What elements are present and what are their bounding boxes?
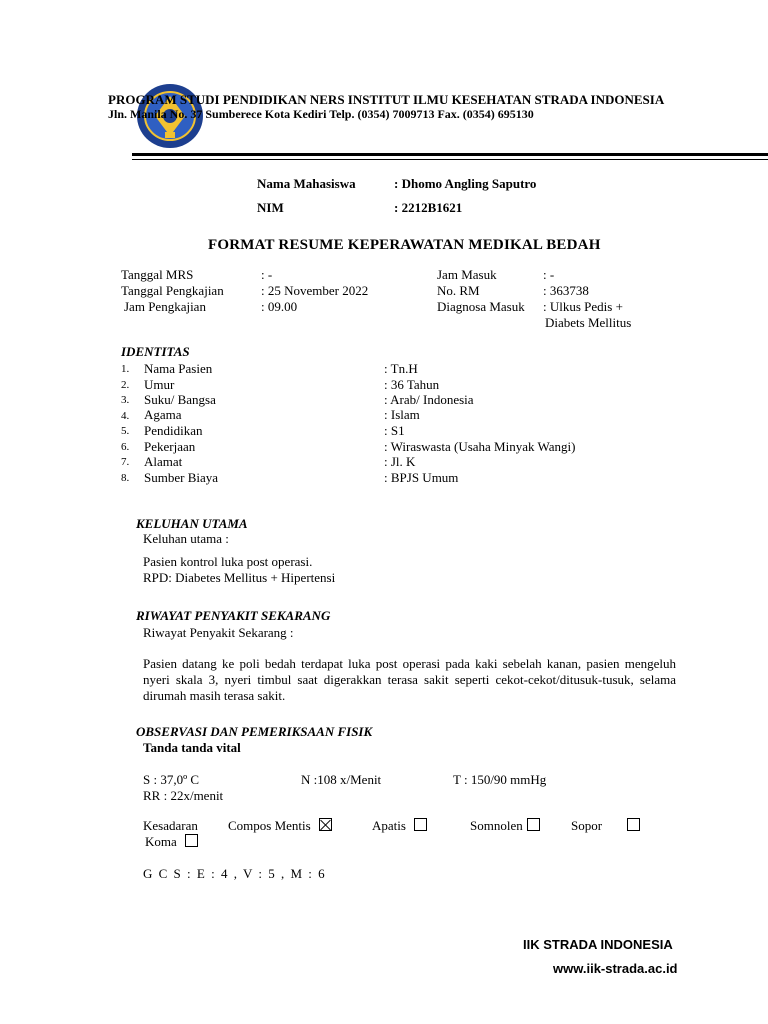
item-label: Agama [144, 407, 182, 422]
header-rule [132, 153, 768, 156]
kesadaran-option-compos-mentis[interactable] [228, 818, 332, 834]
kesadaran-option-apatis[interactable] [372, 818, 427, 834]
item-label: Sumber Biaya [144, 470, 219, 485]
item-number: 6. [121, 441, 130, 453]
keluhan-label: Keluhan utama : [143, 531, 229, 546]
item-label: Alamat [144, 454, 183, 469]
item-label: Pekerjaan [144, 439, 196, 454]
riwayat-label: Riwayat Penyakit Sekarang : [143, 625, 294, 640]
student-name-value: : Dhomo Angling Saputro [394, 176, 537, 191]
diagnosa-value-cont: Diabets Mellitus [545, 315, 632, 330]
identitas-heading: IDENTITAS [121, 344, 190, 359]
jam-masuk-label: Jam Masuk [437, 267, 497, 282]
tgl-pengkajian-value: : 25 November 2022 [261, 283, 369, 298]
item-value: : BPJS Umum [384, 470, 459, 485]
checkbox[interactable] [185, 834, 198, 847]
tgl-pengkajian-label: Tanggal Pengkajian [121, 283, 224, 298]
item-value: : Islam [384, 407, 420, 422]
jam-pengkajian-value: : 09.00 [261, 299, 298, 314]
keluhan-heading: KELUHAN UTAMA [136, 516, 248, 531]
footer-org: IIK STRADA INDONESIA [523, 937, 673, 952]
header-rule-thin [132, 159, 768, 160]
kesadaran-option-koma[interactable] [145, 834, 198, 850]
gcs-score: G C S : E : 4 , V : 5 , M : 6 [143, 866, 327, 881]
item-number: 7. [121, 456, 130, 468]
header-institution: PROGRAM STUDI PENDIDIKAN NERS INSTITUT ILMU KESEHATAN STRADA INDONESIA [108, 92, 665, 107]
option-label: Compos Mentis [228, 818, 311, 833]
item-label: Nama Pasien [144, 361, 213, 376]
checkbox[interactable] [414, 818, 427, 831]
item-value: : Arab/ Indonesia [384, 392, 474, 407]
vital-signs-subheading: Tanda tanda vital [143, 740, 241, 755]
observasi-heading: OBSERVASI DAN PEMERIKSAAN FISIK [136, 724, 373, 739]
item-value: : S1 [384, 423, 405, 438]
footer-url[interactable]: www.iik-strada.ac.id [553, 961, 678, 976]
item-number: 3. [121, 394, 130, 406]
kesadaran-option-somnolen[interactable] [470, 818, 540, 834]
checkbox-checked[interactable] [319, 818, 332, 831]
item-value: : 36 Tahun [384, 377, 440, 392]
vital-temperature: S : 37,0º C [143, 772, 200, 787]
keluhan-line-2: RPD: Diabetes Mellitus + Hipertensi [143, 570, 336, 585]
option-label: Sopor [571, 818, 603, 833]
option-label: Koma [145, 834, 177, 849]
item-label: Suku/ Bangsa [144, 392, 216, 407]
diagnosa-label: Diagnosa Masuk [437, 299, 525, 314]
vital-blood-pressure: T : 150/90 mmHg [453, 772, 547, 787]
tgl-mrs-label: Tanggal MRS [121, 267, 194, 282]
no-rm-label: No. RM [437, 283, 480, 298]
kesadaran-label: Kesadaran [143, 818, 198, 833]
item-number: 5. [121, 425, 130, 437]
jam-masuk-value: : - [543, 267, 555, 282]
vital-respiration: RR : 22x/menit [143, 788, 224, 803]
item-value: : Tn.H [384, 361, 418, 376]
vital-pulse: N :108 x/Menit [301, 772, 382, 787]
option-label: Apatis [372, 818, 406, 833]
header-address: Jln. Manila No. 37 Sumberece Kota Kediri Telp. (0354) 7009713 Fax. (0354) 695130 [108, 107, 534, 121]
keluhan-line-1: Pasien kontrol luka post operasi. [143, 554, 313, 569]
student-name-label: Nama Mahasiswa [257, 176, 356, 191]
item-value: : Wiraswasta (Usaha Minyak Wangi) [384, 439, 576, 454]
no-rm-value: : 363738 [543, 283, 589, 298]
option-label: Somnolen [470, 818, 523, 833]
kesadaran-option-sopor[interactable] [571, 818, 640, 834]
item-number: 1. [121, 363, 130, 375]
jam-pengkajian-label: Jam Pengkajian [124, 299, 206, 314]
checkbox[interactable] [627, 818, 640, 831]
item-value: : Jl. K [384, 454, 416, 469]
student-nim-value: : 2212B1621 [394, 200, 463, 215]
item-label: Umur [144, 377, 175, 392]
riwayat-heading: RIWAYAT PENYAKIT SEKARANG [136, 608, 331, 623]
tgl-mrs-value: : - [261, 267, 273, 282]
item-number: 2. [121, 379, 130, 391]
page-title: FORMAT RESUME KEPERAWATAN MEDIKAL BEDAH [208, 237, 601, 253]
item-number: 8. [121, 472, 130, 484]
item-number: 4. [121, 410, 130, 422]
riwayat-text: Pasien datang ke poli bedah terdapat luka post operasi pada kaki sebelah kanan, pasien mengeluh nyeri skala 3, nyeri timbul saat digerakkan terasa sakit seperti cekot-cekot/ditusuk-tusuk, selama dirumah masih terasa sakit. [143, 656, 676, 703]
diagnosa-value: : Ulkus Pedis + [543, 299, 623, 314]
student-nim-label: NIM [257, 200, 284, 215]
checkbox[interactable] [527, 818, 540, 831]
item-label: Pendidikan [144, 423, 203, 438]
